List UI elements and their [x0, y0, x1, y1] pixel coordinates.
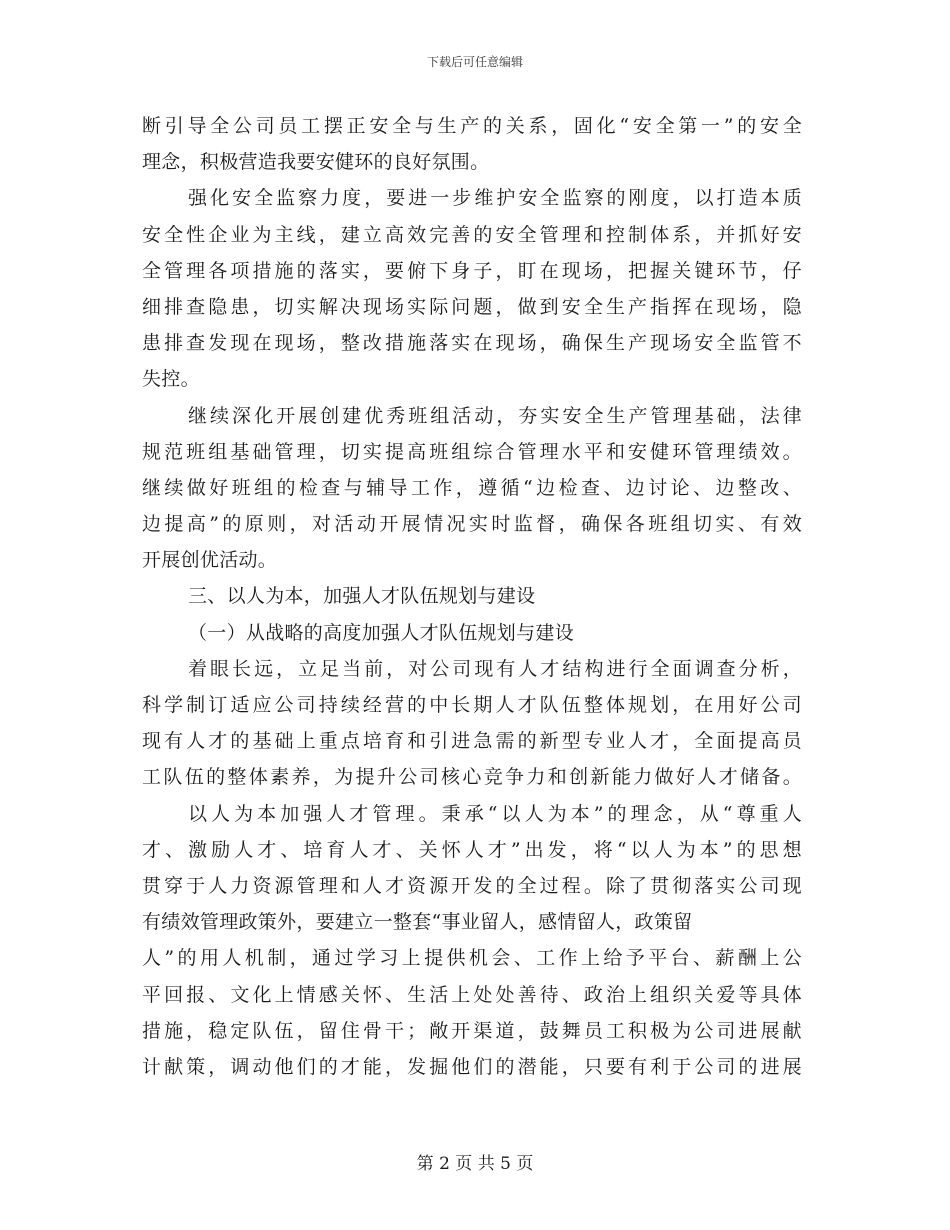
body-text-line: 规范班组基础管理，切实提高班组综合管理水平和安健环管理绩效。 [142, 440, 802, 463]
body-text-line: 患排查发现在现场，整改措施落实在现场，确保生产现场安全监管不 [142, 332, 802, 355]
body-text-line: 工队伍的整体素养，为提升公司核心竞争力和创新能力做好人才储备。 [142, 766, 802, 789]
body-text-line: 全管理各项措施的落实，要俯下身子，盯在现场，把握关键环节，仔 [142, 259, 802, 282]
body-text-line: 继续做好班组的检查与辅导工作，遵循“边检查、边讨论、边整改、 [142, 476, 802, 499]
page-number-footer: 第 2 页 共 5 页 [416, 1154, 534, 1174]
body-text-line: 三、以人为本，加强人才队伍规划与建设 [188, 585, 536, 608]
body-text-line: 人”的用人机制，通过学习上提供机会、工作上给予平台、薪酬上公 [142, 947, 802, 970]
body-text-line: 细排查隐患，切实解决现场实际问题，做到安全生产指挥在现场，隐 [142, 295, 802, 318]
body-text-line: 失控。 [142, 368, 200, 391]
body-text-line: 科学制订适应公司持续经营的中长期人才队伍整体规划，在用好公司 [142, 694, 802, 716]
body-text-line: 开展创优活动。 [142, 549, 278, 572]
body-text-line: 理念，积极营造我要安健环的良好氛围。 [142, 151, 490, 174]
page-header-note: 下载后可任意编辑 [426, 55, 523, 69]
body-text-line: 平回报、文化上情感关怀、生活上处处善待、政治上组织关爱等具体 [142, 983, 802, 1006]
body-text-line: 措施，稳定队伍，留住骨干；敞开渠道，鼓舞员工积极为公司进展献 [142, 1019, 802, 1042]
body-text-line: 强化安全监察力度，要进一步维护安全监察的刚度，以打造本质 [188, 187, 802, 210]
body-text-line: 计献策，调动他们的才能，发掘他们的潜能，只要有利于公司的进展 [142, 1055, 802, 1078]
body-text-line: 继续深化开展创建优秀班组活动，夯实安全生产管理基础，法律 [188, 404, 802, 427]
body-text-line: 以人为本加强人才管理。秉承“以人为本”的理念，从“尊重人 [188, 802, 802, 825]
body-text-line: 贯穿于人力资源管理和人才资源开发的全过程。除了贯彻落实公司现 [142, 874, 802, 897]
body-text-line: 才、激励人才、培育人才、关怀人才”出发，将“以人为本”的思想 [142, 838, 802, 861]
document-body [142, 108, 802, 1085]
body-text-line: 有绩效管理政策外，要建立一整套“事业留人，感情留人，政策留 [142, 911, 693, 934]
body-text-line: 边提高”的原则，对活动开展情况实时监督，确保各班组切实、有效 [142, 513, 802, 536]
body-text-line: 安全性企业为主线，建立高效完善的安全管理和控制体系，并抓好安 [142, 223, 802, 246]
body-text-line: 断引导全公司员工摆正安全与生产的关系，固化“安全第一”的安全 [142, 115, 802, 137]
body-text-line: 着眼长远，立足当前，对公司现有人才结构进行全面调查分析， [188, 657, 802, 680]
body-text-line: 现有人才的基础上重点培育和引进急需的新型专业人才，全面提高员 [142, 730, 802, 753]
body-text-line: （一）从战略的高度加强人才队伍规划与建设 [188, 621, 575, 644]
